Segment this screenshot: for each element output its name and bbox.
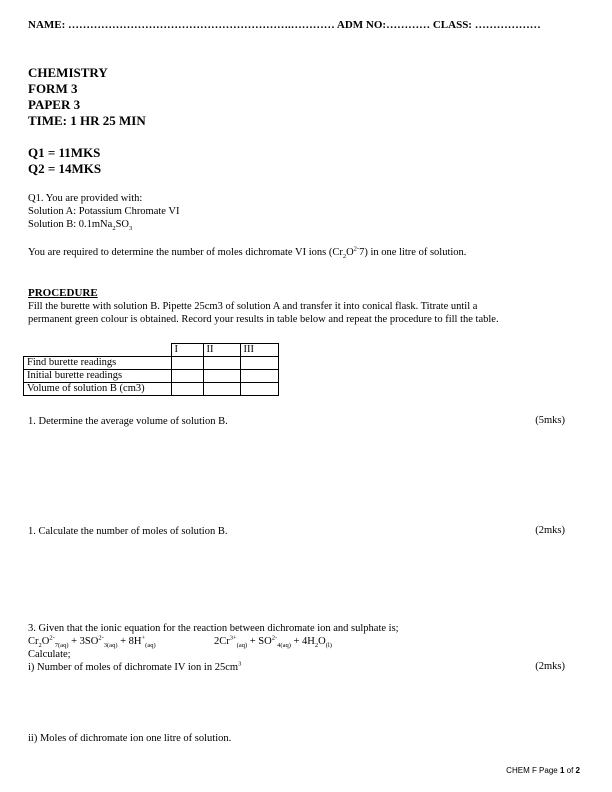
table-header-row — [24, 344, 279, 357]
intro — [28, 192, 179, 231]
question-3: 3. Given that the ionic equation for the reaction between dichromate ion and sulphate is; — [28, 623, 399, 634]
equation-rhs: $2Cr^{3+}_{(aq)} + SO^{2-}_{4(aq)} + 4H_2O_{(l)}$ — [214, 634, 332, 650]
paper: PAPER 3 — [28, 97, 81, 112]
question-3ii: ii) Moles of dichromate ion one litre of solution. — [28, 733, 232, 744]
cell[interactable] — [240, 383, 278, 396]
col-header: III — [240, 344, 278, 357]
question-1-marks: (5mks) — [535, 415, 565, 426]
question-2: 1. Calculate the number of moles of solution B. — [28, 526, 228, 537]
cell[interactable] — [171, 357, 203, 370]
row-label: Initial burette readings — [24, 370, 172, 383]
time: TIME: 1 HR 25 MIN — [28, 113, 146, 128]
question-1: 1. Determine the average volume of solution B. — [28, 416, 228, 427]
question-3i: i) Number of moles of dichromate IV ion in $25cm^3$ — [28, 660, 242, 673]
question-2-marks: (2mks) — [535, 525, 565, 536]
procedure-heading: PROCEDURE — [28, 287, 98, 299]
cell[interactable] — [240, 370, 278, 383]
requirement: You are required to determine the number of moles dichromate VI ions $(Cr_2O^{2-}7)$ in one litre of solution. — [28, 245, 467, 261]
table-row — [24, 370, 279, 383]
row-label: Find burette readings — [24, 357, 172, 370]
calculate-label: Calculate; — [28, 649, 71, 660]
solution-a: Solution A: Potassium Chromate VI — [28, 206, 180, 217]
cell[interactable] — [203, 383, 240, 396]
form: FORM 3 — [28, 81, 78, 96]
cell[interactable] — [203, 370, 240, 383]
results-table — [23, 343, 279, 396]
title-block — [28, 65, 146, 129]
col-header: I — [171, 344, 203, 357]
cell[interactable] — [171, 370, 203, 383]
question-3i-marks: (2mks) — [535, 661, 565, 672]
subject: CHEMISTRY — [28, 65, 108, 80]
intro-line: Q1. You are provided with: — [28, 193, 143, 204]
cell[interactable] — [203, 357, 240, 370]
q1-marks: Q1 = 11MKS — [28, 145, 101, 160]
solution-b: Solution B: $0.1mNa_2SO_3$ — [28, 219, 133, 233]
cell[interactable] — [240, 357, 278, 370]
student-info-line: NAME: …………………………………………………….………… ADM NO:………… CLASS: ……………… — [28, 19, 541, 31]
row-label: Volume of solution B (cm3) — [24, 383, 172, 396]
equation-lhs: $Cr_2O^{2-}_{7(aq)} + 3SO^{2-}_{3(aq)} + 8H^+_{(aq)}$ — [28, 634, 156, 650]
table-row — [24, 357, 279, 370]
procedure-text: Fill the burette with solution B. Pipette 25cm3 of solution A and transfer it into conical flask. Titrate until a permanent green colour is obtained. Record your results in table below and repeat the procedure to fill the table. — [28, 301, 499, 325]
table-row — [24, 383, 279, 396]
col-header: II — [203, 344, 240, 357]
page-footer: CHEM F Page 1 of 2 — [506, 766, 580, 775]
q2-marks: Q2 = 14MKS — [28, 161, 102, 176]
cell[interactable] — [171, 383, 203, 396]
marks-block — [28, 145, 101, 177]
